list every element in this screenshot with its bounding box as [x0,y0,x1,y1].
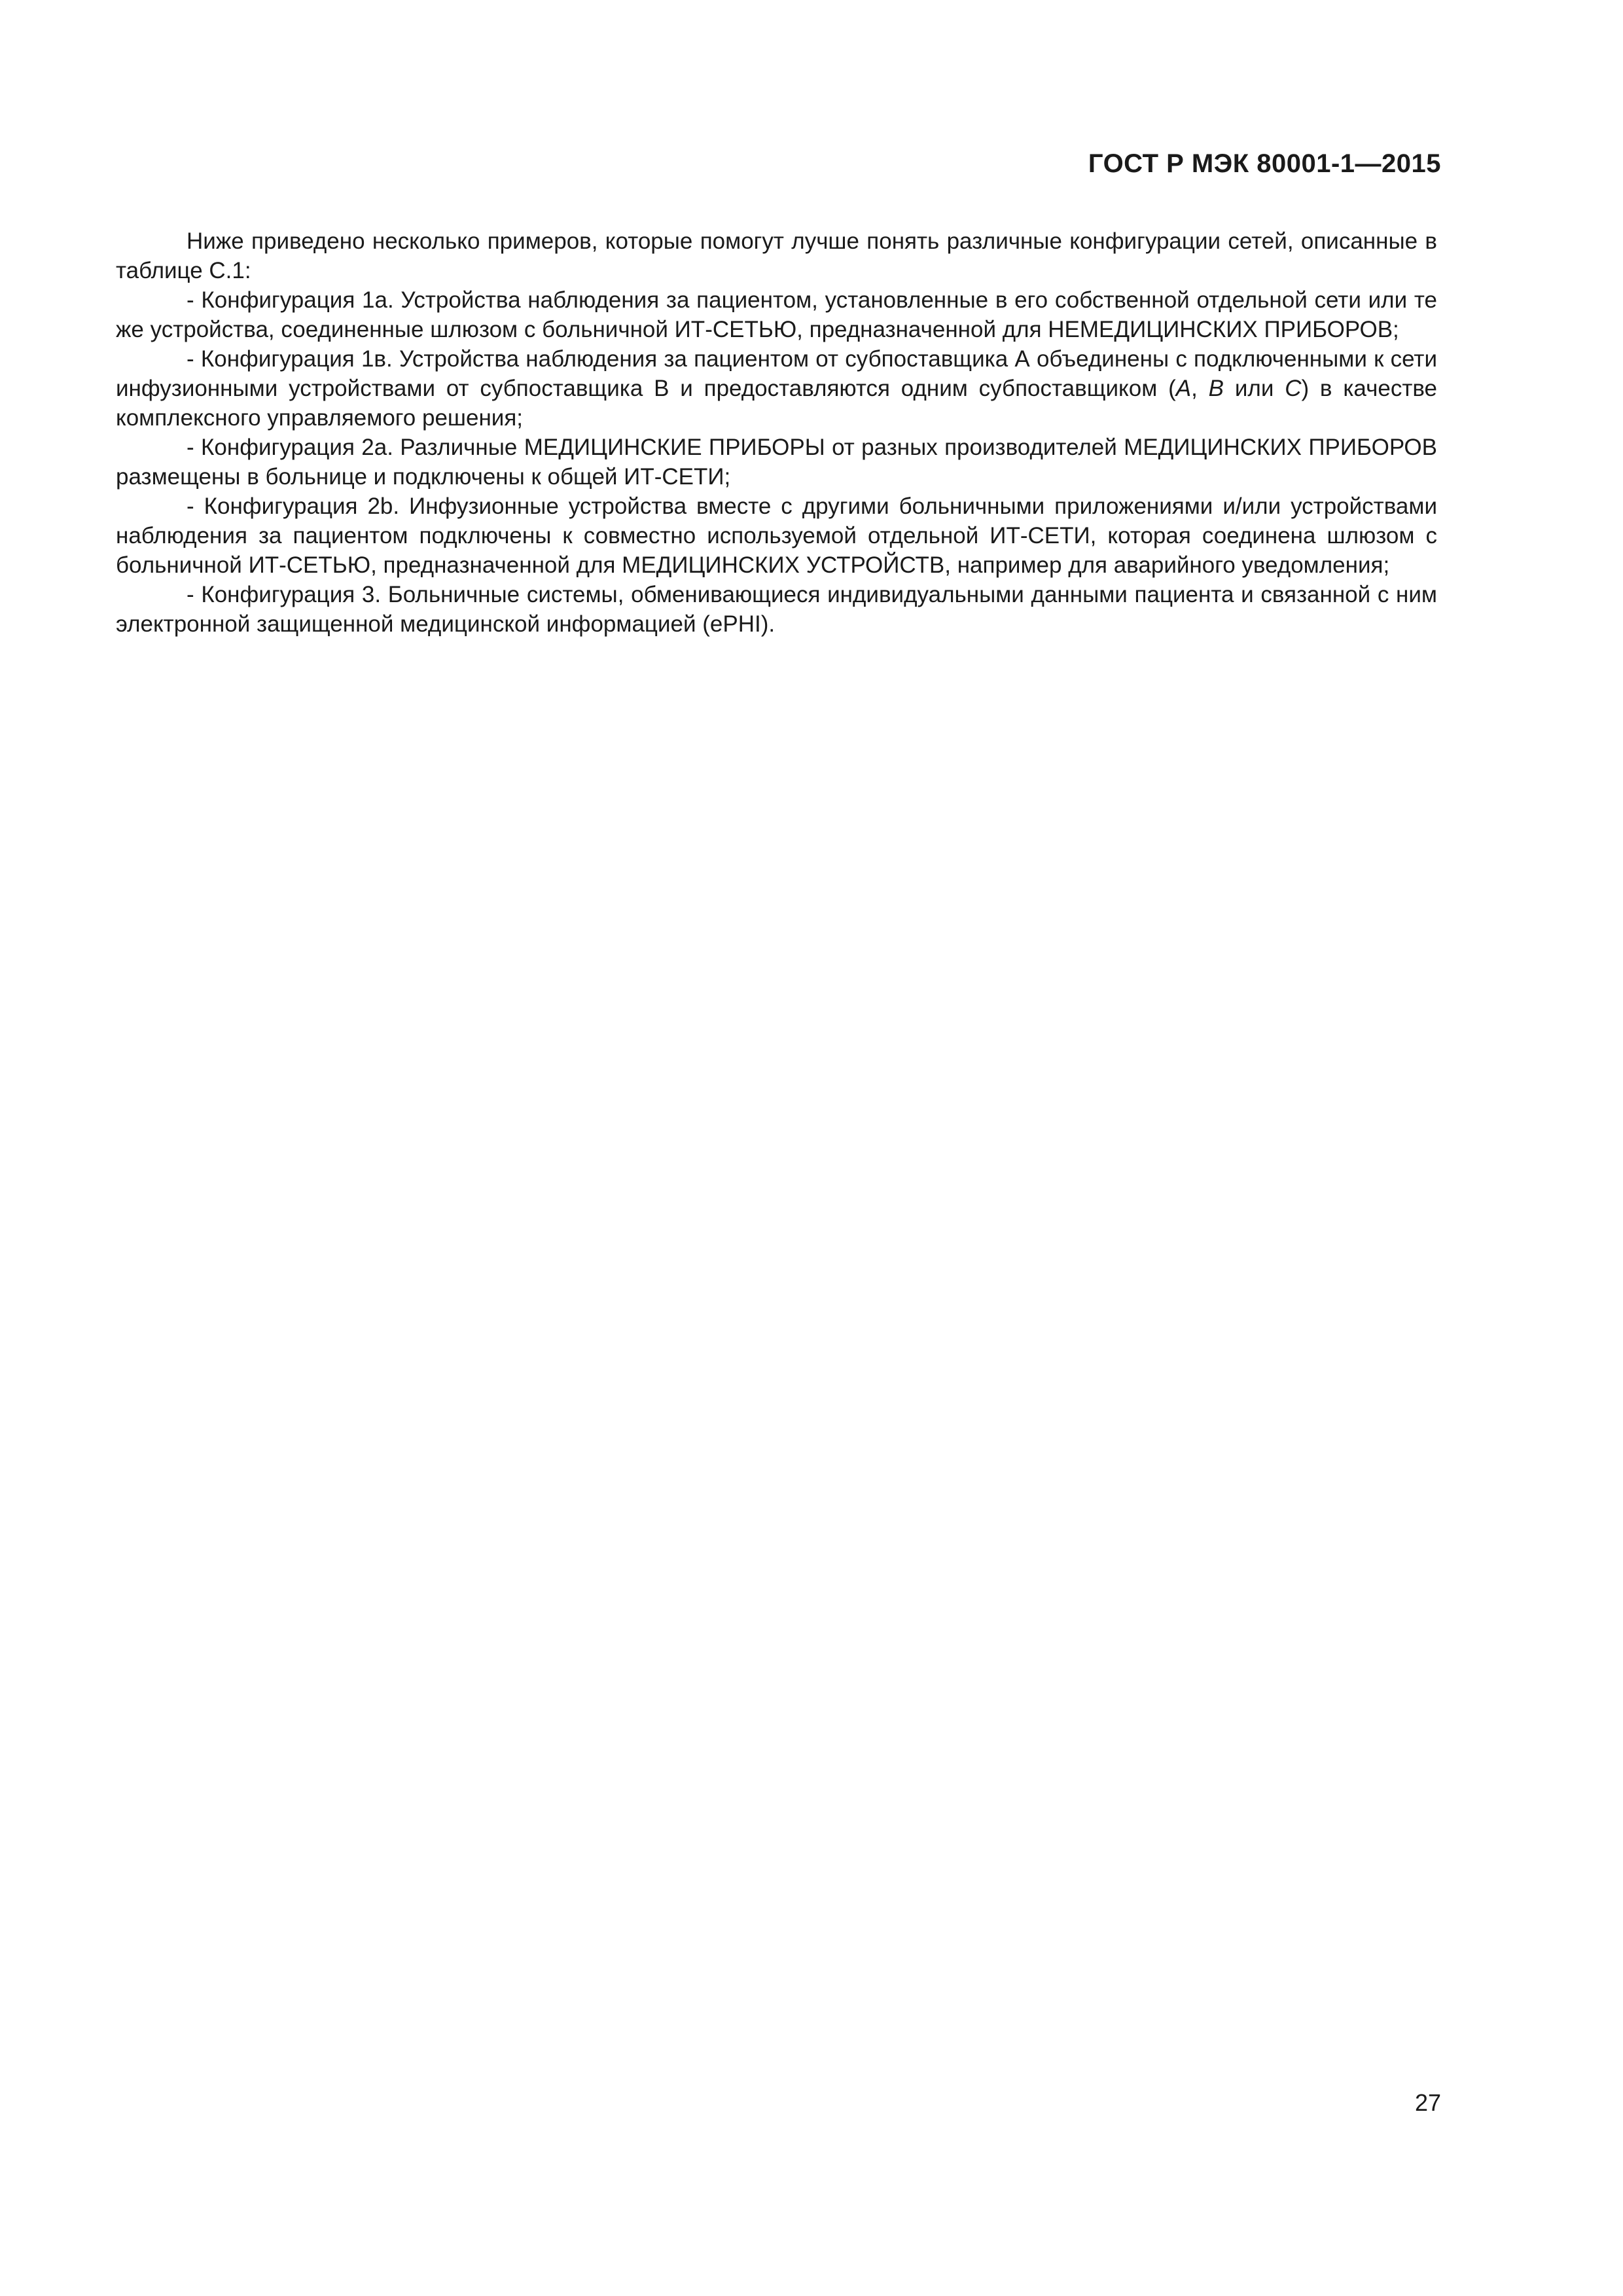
intro-paragraph: Ниже приведено несколько примеров, которые помогут лучше понять различные конфигурации сетей, описанные в таблице C.1: [116,228,1437,283]
document-body [116,226,1437,639]
separator-comma: , [1191,376,1209,401]
supplier-a-label: А [1175,376,1192,401]
supplier-c-label: С [1285,376,1302,401]
separator-or: или [1224,376,1285,401]
supplier-b-label: В [1208,376,1224,401]
configuration-2a-paragraph: - Конфигурация 2а. Различные МЕДИЦИНСКИЕ ПРИБОРЫ от разных производителей МЕДИЦИНСКИХ ПРИБОРОВ размещены в больнице и подключены к общей ИТ-СЕТИ; [116,435,1437,490]
configuration-1a-paragraph: - Конфигурация 1а. Устройства наблюдения за пациентом, установленные в его собственной отдельной сети или те же устройства, соединенные шлюзом с больничной ИТ-СЕТЬЮ, предназначенной для НЕМЕДИЦИНСКИХ ПРИБОРОВ; [116,287,1437,342]
configuration-3-paragraph: - Конфигурация 3. Больничные системы, обменивающиеся индивидуальными данными пациента и связанной с ним электронной защищенной медицинской информацией (ePHI). [116,582,1437,637]
configuration-1b-text-start: - Конфигурация 1в. Устройства наблюдения за пациентом от субпоставщика А объединены с подключенными к сети инфузионными устройствами от субпоставщика В и предоставляются одним субпоставщиком ( [116,346,1437,401]
document-header-standard-id: ГОСТ Р МЭК 80001-1—2015 [1088,149,1441,178]
configuration-2b-paragraph: - Конфигурация 2b. Инфузионные устройства вместе с другими больничными приложениями и/или устройствами наблюдения за пациентом подключены к совместно используемой отдельной ИТ-СЕТИ, которая соединена шлюзом с больничной ИТ-СЕТЬЮ, предназначенной для МЕДИЦИНСКИХ УСТРОЙСТВ, например для аварийного уведомления; [116,493,1437,578]
page-number: 27 [1414,2089,1441,2116]
configuration-1b-paragraph [116,344,1437,433]
configuration-1b-text-end: ) в качестве комплексного управляемого решения; [116,376,1438,431]
